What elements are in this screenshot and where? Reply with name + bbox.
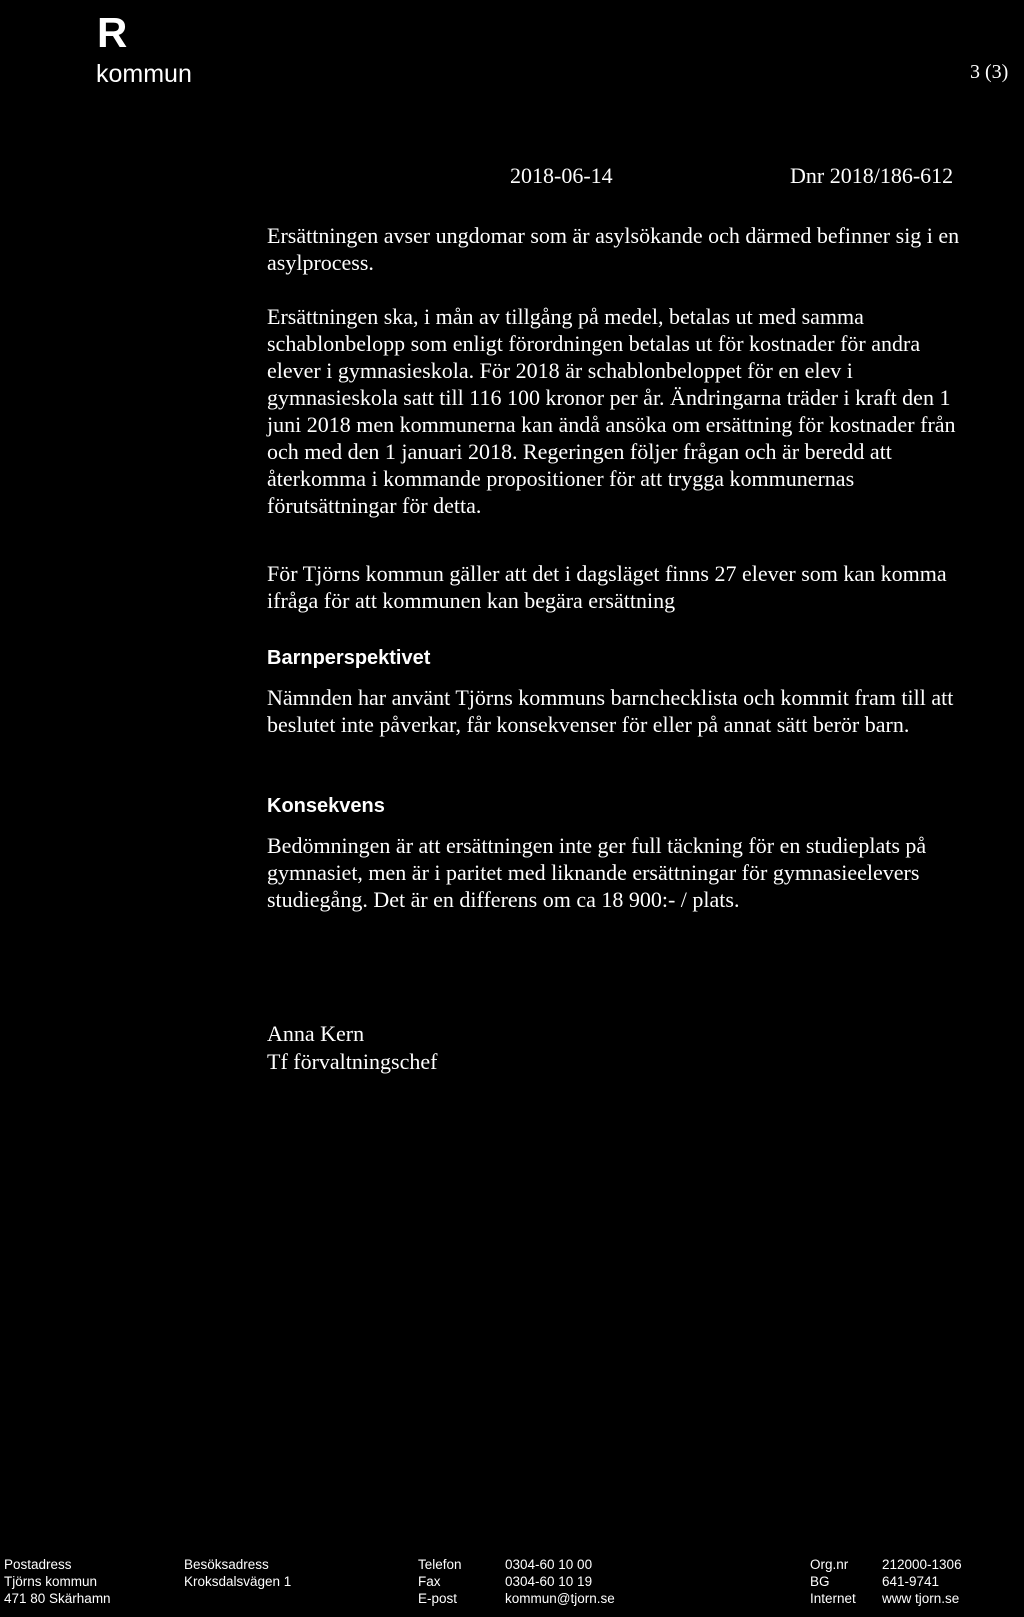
internet-label: Internet — [810, 1591, 856, 1606]
footer-contact-values — [505, 1556, 615, 1607]
besoksadress-line: Kroksdalsvägen 1 — [184, 1574, 292, 1589]
footer-besoksadress — [184, 1556, 291, 1590]
postadress-line: Tjörns kommun — [4, 1574, 98, 1589]
signature-title: Tf förvaltningschef — [267, 1049, 438, 1074]
fax-label: Fax — [418, 1574, 441, 1589]
document-reference: Dnr 2018/186-612 — [790, 163, 954, 188]
orgnr-label: Org.nr — [810, 1557, 849, 1572]
bg-value: 641-9741 — [882, 1574, 940, 1589]
footer-contact-labels — [418, 1556, 462, 1607]
telefon-value: 0304-60 10 00 — [505, 1557, 593, 1572]
paragraph-compensation: Ersättningen ska, i mån av tillgång på medel, betalas ut med samma schablonbelopp som enligt förordningen betalas ut för kostnader för andra elever i gymnasieskola. För 2018 är schablonbeloppet för en elev i gymnasieskola satt till 116 100 kronor per år. Ändringarna träder i kraft den 1 juni 2018 men kommunerna kan ändå ansöka om ersättning för kostnader från och med den 1 januari 2018. Regeringen följer frågan och är beredd att återkomma i kommande propositioner för att trygga kommunernas förutsättningar för detta. — [267, 304, 956, 518]
municipality-name: kommun — [96, 60, 192, 88]
postadress-label: Postadress — [4, 1557, 72, 1572]
bg-label: BG — [810, 1574, 830, 1589]
epost-label: E-post — [418, 1591, 458, 1606]
document-date: 2018-06-14 — [510, 163, 613, 188]
besoksadress-label: Besöksadress — [184, 1557, 269, 1572]
heading-konsekvens: Konsekvens — [267, 795, 385, 817]
municipality-logo: R — [97, 9, 128, 56]
footer-postadress — [4, 1556, 111, 1607]
paragraph-tjorn: För Tjörns kommun gäller att det i dagsläget finns 27 elever som kan komma ifråga för att kommunen kan begära ersättning — [267, 561, 947, 613]
paragraph-asylum: Ersättningen avser ungdomar som är asylsökande och därmed befinner sig i en asylprocess. — [267, 223, 960, 275]
telefon-label: Telefon — [418, 1557, 462, 1572]
heading-barnperspektivet: Barnperspektivet — [267, 647, 431, 669]
signature-name: Anna Kern — [267, 1021, 365, 1046]
paragraph-konsekvens: Bedömningen är att ersättningen inte ger full täckning för en studieplats på gymnasiet, men är i paritet med liknande ersättningar för gymnasieelevers studiegång. Det är en differens om ca 18 900:- / plats. — [267, 833, 927, 912]
orgnr-value: 212000-1306 — [882, 1557, 962, 1572]
page-number: 3 (3) — [970, 61, 1009, 83]
fax-value: 0304-60 10 19 — [505, 1574, 593, 1589]
postadress-line: 471 80 Skärhamn — [4, 1591, 111, 1606]
epost-link[interactable]: kommun@tjorn.se — [505, 1591, 615, 1606]
internet-link[interactable]: www tjorn.se — [882, 1591, 960, 1606]
footer-org-values — [882, 1556, 962, 1607]
footer-org-labels — [810, 1556, 856, 1607]
paragraph-barnperspektivet: Nämnden har använt Tjörns kommuns barnchecklista och kommit fram till att beslutet inte påverkar, får konsekvenser för eller på annat sätt berör barn. — [267, 685, 954, 737]
